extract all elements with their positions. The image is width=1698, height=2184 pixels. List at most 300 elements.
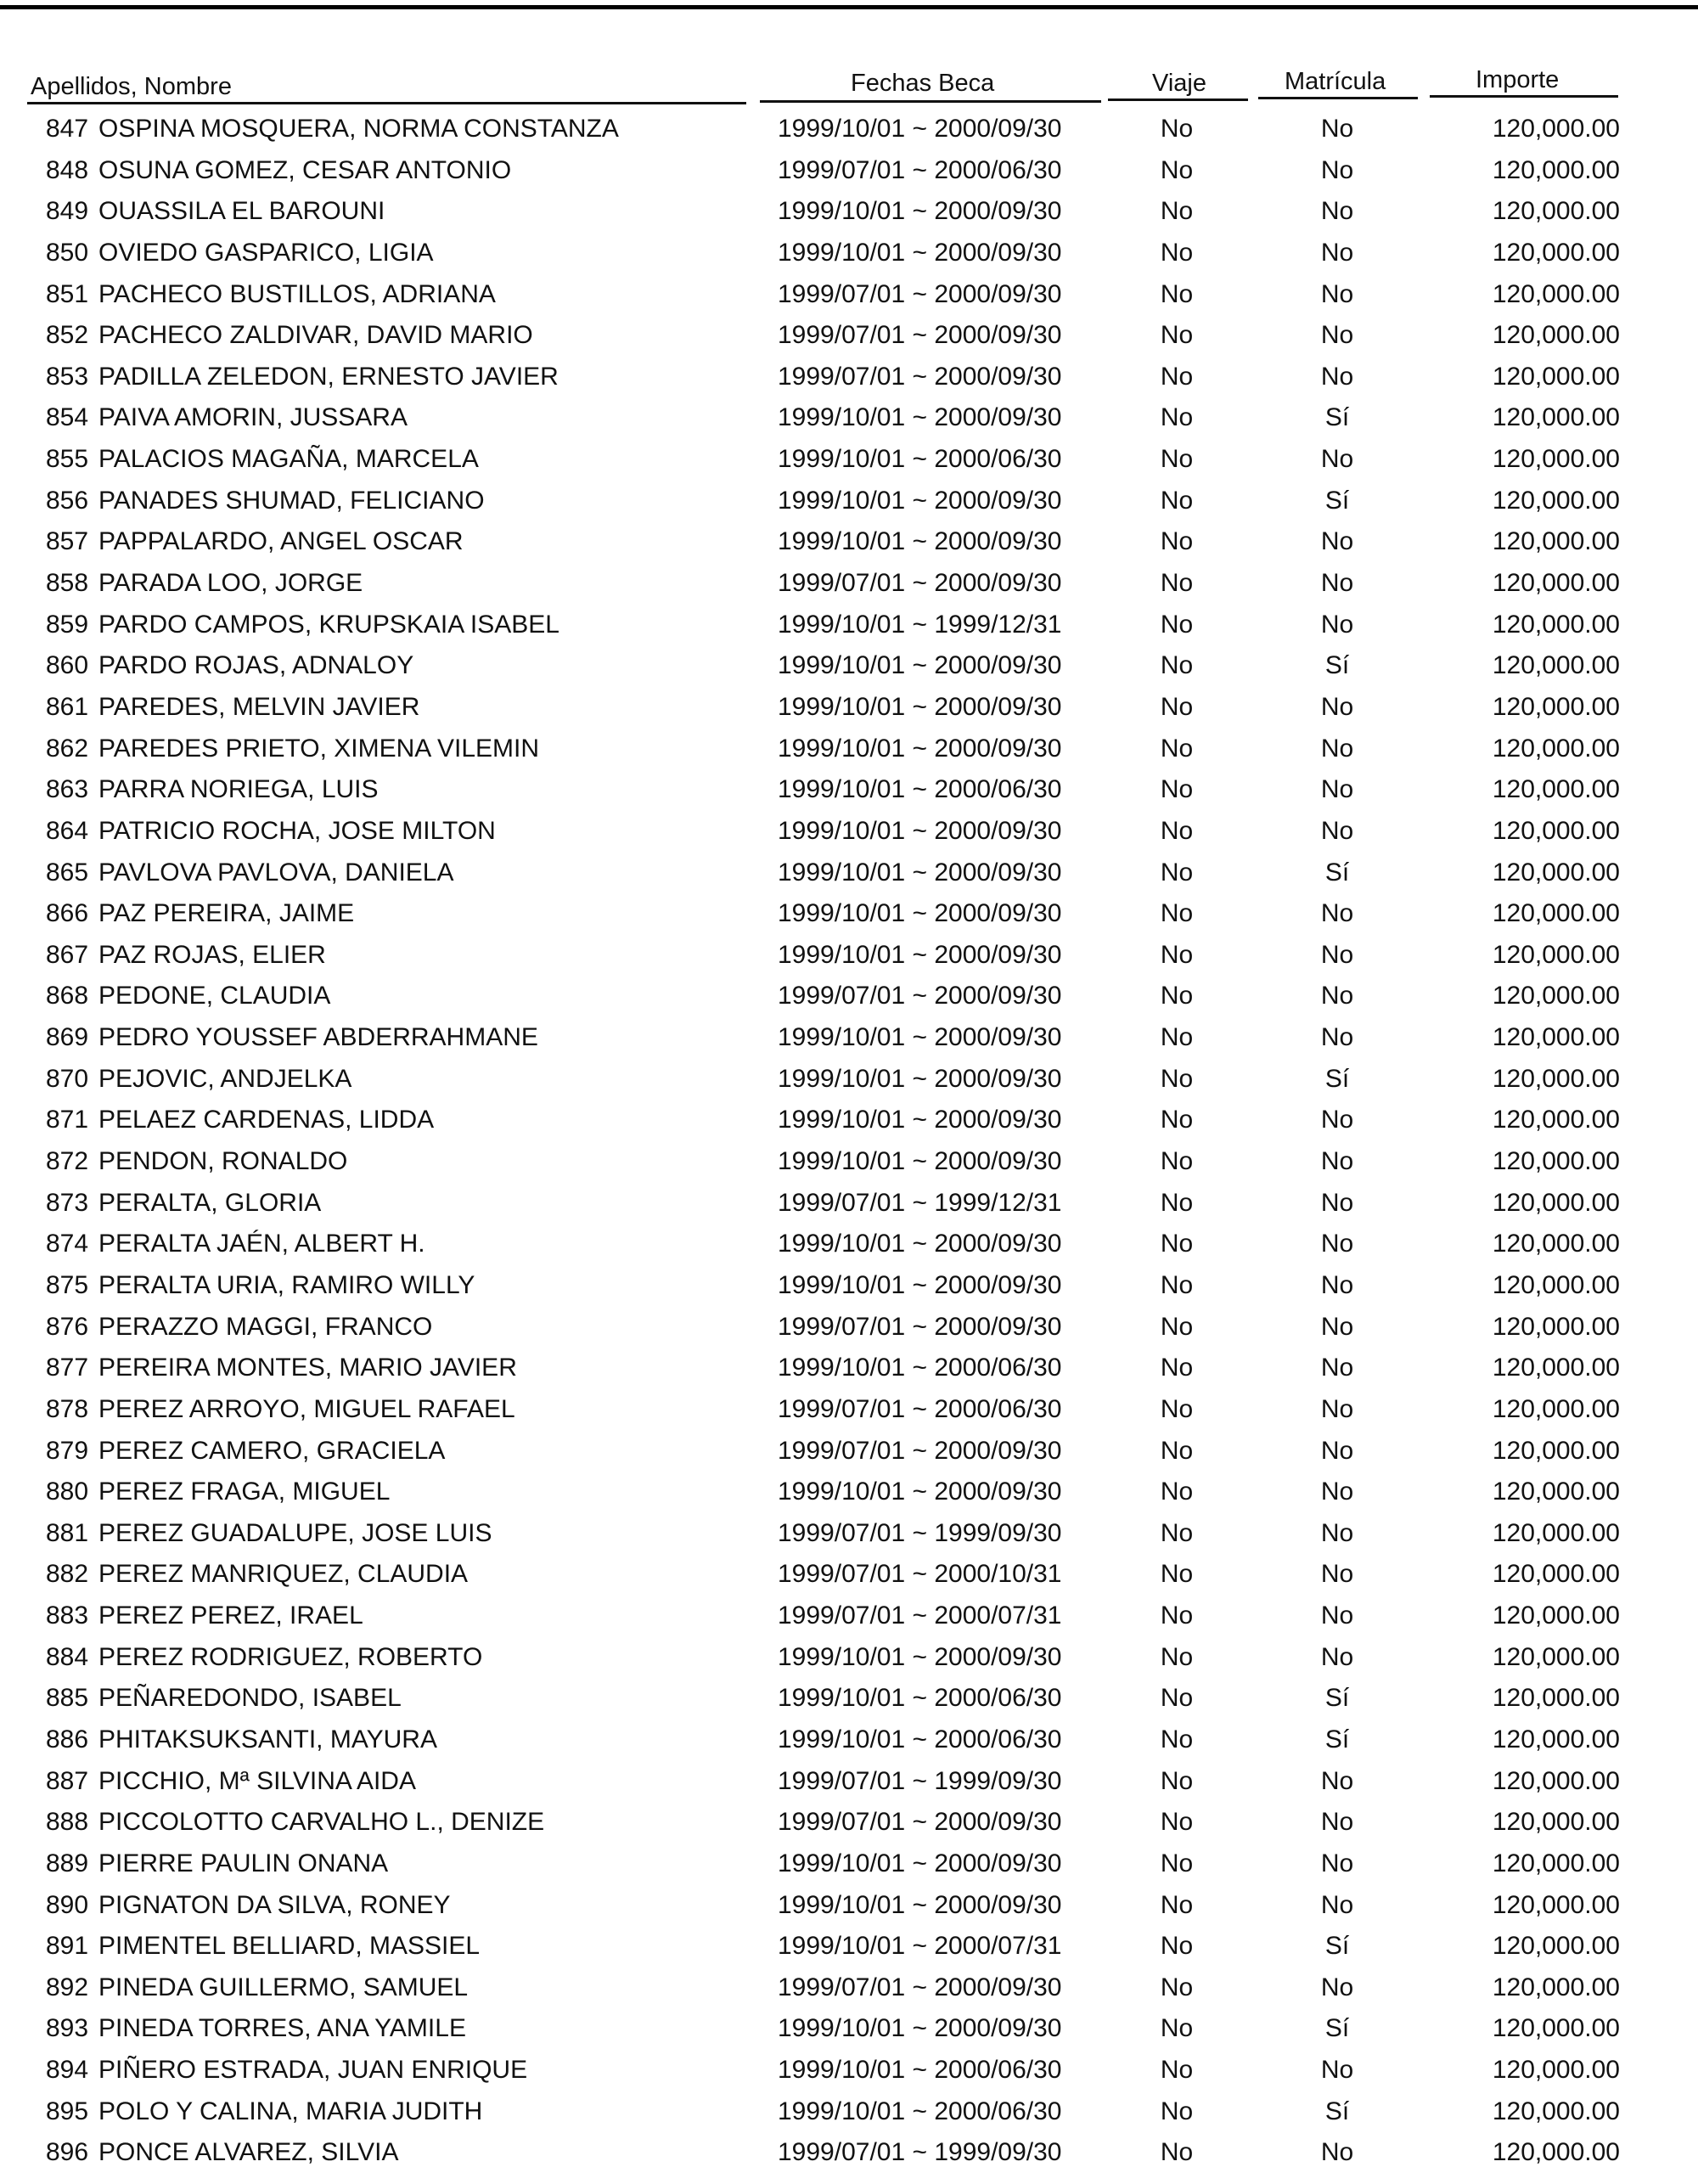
row-matricula: No [1320,692,1354,721]
row-number: 872 [46,1147,89,1176]
header-underline-importe [1430,95,1618,98]
row-importe: 120,000.00 [1492,527,1620,556]
row-number: 854 [46,403,89,432]
table-row [0,1265,1698,1307]
row-number: 866 [46,899,89,928]
row-dates: 1999/07/01 ~ 2000/09/30 [778,362,1062,391]
row-name: PEREZ MANRIQUEZ, CLAUDIA [98,1560,469,1589]
row-number: 890 [46,1890,89,1919]
header-underline-matricula [1258,97,1418,99]
header-matricula: Matrícula [1285,68,1386,95]
row-number: 860 [46,651,89,680]
row-name: PEDRO YOUSSEF ABDERRAHMANE [98,1023,538,1052]
row-importe: 120,000.00 [1492,858,1620,887]
row-dates: 1999/07/01 ~ 1999/09/30 [778,1518,1062,1547]
table-row [0,109,1698,150]
row-dates: 1999/10/01 ~ 2000/09/30 [778,1642,1062,1671]
table-row [0,274,1698,316]
row-matricula: Sí [1324,486,1350,515]
row-matricula: No [1320,610,1354,639]
table-row [0,1885,1698,1927]
row-matricula: No [1320,1808,1354,1837]
row-importe: 120,000.00 [1492,1354,1620,1382]
row-importe: 120,000.00 [1492,155,1620,184]
row-name: PAZ PEREIRA, JAIME [98,899,355,928]
row-importe: 120,000.00 [1492,940,1620,969]
row-name: PARDO CAMPOS, KRUPSKAIA ISABEL [98,610,559,639]
row-number: 869 [46,1023,89,1052]
table-row [0,1059,1698,1100]
row-matricula: No [1320,1394,1354,1423]
row-importe: 120,000.00 [1492,816,1620,845]
row-name: PAVLOVA PAVLOVA, DANIELA [98,858,454,887]
table-row [0,853,1698,894]
row-matricula: No [1320,1766,1354,1795]
row-importe: 120,000.00 [1492,1601,1620,1630]
row-dates: 1999/07/01 ~ 2000/09/30 [778,1973,1062,2001]
row-importe: 120,000.00 [1492,610,1620,639]
row-dates: 1999/10/01 ~ 2000/09/30 [778,692,1062,721]
row-importe: 120,000.00 [1492,2014,1620,2043]
row-number: 858 [46,569,89,598]
row-viaje: No [1160,197,1194,226]
row-viaje: No [1160,1106,1194,1134]
table-row [0,729,1698,770]
table-row [0,1720,1698,1761]
row-name: PEREZ PEREZ, IRAEL [98,1601,363,1630]
table-row [0,2008,1698,2050]
row-viaje: No [1160,1023,1194,1052]
row-name: PERAZZO MAGGI, FRANCO [98,1312,433,1341]
row-viaje: No [1160,445,1194,474]
row-matricula: Sí [1324,1725,1350,1753]
row-importe: 120,000.00 [1492,692,1620,721]
row-name: PIÑERO ESTRADA, JUAN ENRIQUE [98,2056,528,2085]
row-importe: 120,000.00 [1492,1642,1620,1671]
row-viaje: No [1160,734,1194,763]
row-dates: 1999/10/01 ~ 2000/09/30 [778,858,1062,887]
row-viaje: No [1160,940,1194,969]
row-matricula: No [1320,321,1354,350]
row-matricula: Sí [1324,1932,1350,1961]
row-matricula: No [1320,197,1354,226]
row-viaje: No [1160,1932,1194,1961]
row-importe: 120,000.00 [1492,982,1620,1010]
row-importe: 120,000.00 [1492,2138,1620,2167]
row-matricula: No [1320,734,1354,763]
row-name: OSPINA MOSQUERA, NORMA CONSTANZA [98,115,619,143]
table-row [0,976,1698,1017]
row-matricula: No [1320,1642,1354,1671]
scholarship-table [0,109,1698,2174]
row-dates: 1999/10/01 ~ 2000/09/30 [778,115,1062,143]
row-number: 852 [46,321,89,350]
row-matricula: No [1320,1230,1354,1258]
row-matricula: No [1320,527,1354,556]
row-name: PINEDA GUILLERMO, SAMUEL [98,1973,469,2001]
table-row [0,935,1698,977]
row-matricula: No [1320,1849,1354,1877]
row-importe: 120,000.00 [1492,569,1620,598]
row-viaje: No [1160,899,1194,928]
table-row [0,2132,1698,2174]
row-viaje: No [1160,527,1194,556]
table-row [0,563,1698,605]
row-importe: 120,000.00 [1492,321,1620,350]
row-number: 862 [46,734,89,763]
row-dates: 1999/10/01 ~ 2000/06/30 [778,445,1062,474]
table-row [0,1678,1698,1720]
row-dates: 1999/10/01 ~ 2000/09/30 [778,816,1062,845]
row-viaje: No [1160,2056,1194,2085]
row-viaje: No [1160,569,1194,598]
table-row [0,2050,1698,2091]
row-dates: 1999/07/01 ~ 2000/09/30 [778,1312,1062,1341]
row-name: PAREDES, MELVIN JAVIER [98,692,420,721]
row-name: PONCE ALVAREZ, SILVIA [98,2138,399,2167]
table-row [0,1967,1698,2009]
row-viaje: No [1160,1147,1194,1176]
row-name: PALACIOS MAGAÑA, MARCELA [98,445,479,474]
row-number: 889 [46,1849,89,1877]
row-dates: 1999/10/01 ~ 2000/06/30 [778,2056,1062,2085]
row-name: PEREZ FRAGA, MIGUEL [98,1478,391,1506]
row-matricula: Sí [1324,403,1350,432]
row-importe: 120,000.00 [1492,2097,1620,2125]
row-number: 861 [46,692,89,721]
row-dates: 1999/07/01 ~ 2000/06/30 [778,155,1062,184]
table-row [0,191,1698,233]
table-row [0,605,1698,646]
row-viaje: No [1160,1642,1194,1671]
row-number: 885 [46,1684,89,1713]
table-row [0,1596,1698,1637]
row-number: 888 [46,1808,89,1837]
row-number: 856 [46,486,89,515]
row-importe: 120,000.00 [1492,1106,1620,1134]
row-importe: 120,000.00 [1492,1890,1620,1919]
table-row [0,1389,1698,1431]
row-number: 894 [46,2056,89,2085]
row-dates: 1999/10/01 ~ 2000/06/30 [778,2097,1062,2125]
row-number: 865 [46,858,89,887]
row-viaje: No [1160,1354,1194,1382]
row-dates: 1999/10/01 ~ 2000/09/30 [778,486,1062,515]
header-importe: Importe [1476,66,1560,93]
row-dates: 1999/10/01 ~ 2000/09/30 [778,238,1062,267]
row-importe: 120,000.00 [1492,1064,1620,1093]
row-importe: 120,000.00 [1492,899,1620,928]
row-number: 847 [46,115,89,143]
header-underline-name [27,102,746,104]
row-number: 870 [46,1064,89,1093]
row-name: PATRICIO ROCHA, JOSE MILTON [98,816,496,845]
row-matricula: No [1320,445,1354,474]
row-viaje: No [1160,238,1194,267]
row-dates: 1999/07/01 ~ 2000/09/30 [778,982,1062,1010]
row-dates: 1999/10/01 ~ 2000/06/30 [778,775,1062,804]
row-number: 895 [46,2097,89,2125]
table-row [0,1183,1698,1224]
row-number: 883 [46,1601,89,1630]
row-number: 871 [46,1106,89,1134]
table-row [0,150,1698,192]
row-number: 864 [46,816,89,845]
row-importe: 120,000.00 [1492,1188,1620,1217]
row-name: PIGNATON DA SILVA, RONEY [98,1890,451,1919]
row-importe: 120,000.00 [1492,1394,1620,1423]
row-name: OUASSILA EL BAROUNI [98,197,385,226]
row-importe: 120,000.00 [1492,1478,1620,1506]
row-name: PADILLA ZELEDON, ERNESTO JAVIER [98,362,559,391]
top-rule [0,5,1698,9]
row-number: 892 [46,1973,89,2001]
row-importe: 120,000.00 [1492,486,1620,515]
row-name: PENDON, RONALDO [98,1147,348,1176]
row-matricula: No [1320,569,1354,598]
row-viaje: No [1160,155,1194,184]
row-importe: 120,000.00 [1492,1684,1620,1713]
row-matricula: No [1320,115,1354,143]
table-row [0,1307,1698,1348]
row-viaje: No [1160,279,1194,308]
row-importe: 120,000.00 [1492,1808,1620,1837]
row-dates: 1999/10/01 ~ 2000/09/30 [778,197,1062,226]
row-number: 855 [46,445,89,474]
row-dates: 1999/10/01 ~ 2000/09/30 [778,1106,1062,1134]
row-matricula: No [1320,816,1354,845]
row-dates: 1999/10/01 ~ 2000/09/30 [778,1023,1062,1052]
row-name: PEÑAREDONDO, ISABEL [98,1684,402,1713]
row-importe: 120,000.00 [1492,651,1620,680]
row-number: 893 [46,2014,89,2043]
row-importe: 120,000.00 [1492,1230,1620,1258]
row-importe: 120,000.00 [1492,115,1620,143]
row-importe: 120,000.00 [1492,445,1620,474]
row-viaje: No [1160,1973,1194,2001]
row-number: 874 [46,1230,89,1258]
row-name: PARRA NORIEGA, LUIS [98,775,379,804]
row-dates: 1999/07/01 ~ 2000/09/30 [778,279,1062,308]
row-name: PAPPALARDO, ANGEL OSCAR [98,527,464,556]
row-viaje: No [1160,1312,1194,1341]
row-viaje: No [1160,816,1194,845]
header-viaje: Viaje [1152,70,1206,97]
row-number: 884 [46,1642,89,1671]
row-matricula: No [1320,155,1354,184]
row-dates: 1999/10/01 ~ 2000/09/30 [778,1230,1062,1258]
row-dates: 1999/07/01 ~ 2000/07/31 [778,1601,1062,1630]
table-row [0,1802,1698,1843]
row-dates: 1999/10/01 ~ 2000/09/30 [778,527,1062,556]
row-dates: 1999/10/01 ~ 2000/06/30 [778,1684,1062,1713]
row-number: 863 [46,775,89,804]
table-row [0,811,1698,853]
row-number: 859 [46,610,89,639]
row-dates: 1999/10/01 ~ 2000/09/30 [778,1147,1062,1176]
table-row [0,645,1698,687]
row-name: PERALTA, GLORIA [98,1188,322,1217]
row-matricula: Sí [1324,1684,1350,1713]
row-viaje: No [1160,1808,1194,1837]
row-dates: 1999/10/01 ~ 2000/09/30 [778,1270,1062,1299]
row-matricula: No [1320,1312,1354,1341]
row-importe: 120,000.00 [1492,734,1620,763]
row-number: 868 [46,982,89,1010]
row-viaje: No [1160,2138,1194,2167]
table-row [0,481,1698,522]
table-header [0,66,1698,104]
row-viaje: No [1160,403,1194,432]
row-viaje: No [1160,2097,1194,2125]
row-number: 875 [46,1270,89,1299]
row-importe: 120,000.00 [1492,1312,1620,1341]
row-matricula: No [1320,1436,1354,1465]
table-row [0,357,1698,398]
header-underline-dates [760,100,1101,103]
row-matricula: No [1320,362,1354,391]
row-importe: 120,000.00 [1492,403,1620,432]
row-dates: 1999/10/01 ~ 2000/09/30 [778,899,1062,928]
row-number: 853 [46,362,89,391]
row-dates: 1999/10/01 ~ 2000/09/30 [778,2014,1062,2043]
row-name: PIMENTEL BELLIARD, MASSIEL [98,1932,481,1961]
row-importe: 120,000.00 [1492,1023,1620,1052]
row-number: 876 [46,1312,89,1341]
row-dates: 1999/10/01 ~ 2000/09/30 [778,734,1062,763]
row-matricula: Sí [1324,651,1350,680]
row-matricula: Sí [1324,858,1350,887]
row-dates: 1999/07/01 ~ 2000/09/30 [778,569,1062,598]
row-matricula: No [1320,2056,1354,2085]
table-row [0,2091,1698,2133]
row-viaje: No [1160,486,1194,515]
row-viaje: No [1160,1890,1194,1919]
table-row [0,687,1698,729]
row-matricula: Sí [1324,2097,1350,2125]
row-viaje: No [1160,982,1194,1010]
row-number: 878 [46,1394,89,1423]
row-dates: 1999/07/01 ~ 2000/06/30 [778,1394,1062,1423]
row-name: PEREZ ARROYO, MIGUEL RAFAEL [98,1394,515,1423]
row-viaje: No [1160,775,1194,804]
row-name: OVIEDO GASPARICO, LIGIA [98,238,434,267]
table-row [0,439,1698,481]
row-number: 877 [46,1354,89,1382]
row-importe: 120,000.00 [1492,1436,1620,1465]
row-importe: 120,000.00 [1492,362,1620,391]
row-dates: 1999/10/01 ~ 2000/09/30 [778,403,1062,432]
row-number: 882 [46,1560,89,1589]
row-dates: 1999/10/01 ~ 2000/06/30 [778,1354,1062,1382]
row-importe: 120,000.00 [1492,238,1620,267]
row-viaje: No [1160,1230,1194,1258]
row-dates: 1999/10/01 ~ 2000/09/30 [778,1890,1062,1919]
row-matricula: Sí [1324,1064,1350,1093]
row-name: PICCHIO, Mª SILVINA AIDA [98,1766,416,1795]
row-number: 881 [46,1518,89,1547]
row-name: PACHECO BUSTILLOS, ADRIANA [98,279,496,308]
row-number: 880 [46,1478,89,1506]
row-name: PACHECO ZALDIVAR, DAVID MARIO [98,321,533,350]
row-importe: 120,000.00 [1492,1560,1620,1589]
row-viaje: No [1160,115,1194,143]
row-name: PEJOVIC, ANDJELKA [98,1064,352,1093]
row-dates: 1999/10/01 ~ 1999/12/31 [778,610,1062,639]
table-row [0,1100,1698,1141]
table-row [0,1017,1698,1059]
row-importe: 120,000.00 [1492,1725,1620,1753]
row-dates: 1999/10/01 ~ 2000/09/30 [778,940,1062,969]
row-viaje: No [1160,2014,1194,2043]
table-row [0,521,1698,563]
row-importe: 120,000.00 [1492,775,1620,804]
row-name: PEDONE, CLAUDIA [98,982,331,1010]
row-matricula: No [1320,238,1354,267]
row-matricula: No [1320,1518,1354,1547]
row-number: 848 [46,155,89,184]
table-row [0,233,1698,274]
row-matricula: No [1320,279,1354,308]
row-dates: 1999/10/01 ~ 2000/09/30 [778,1064,1062,1093]
row-viaje: No [1160,362,1194,391]
row-number: 886 [46,1725,89,1753]
row-dates: 1999/07/01 ~ 1999/09/30 [778,2138,1062,2167]
row-name: OSUNA GOMEZ, CESAR ANTONIO [98,155,512,184]
row-dates: 1999/07/01 ~ 2000/09/30 [778,1808,1062,1837]
row-dates: 1999/10/01 ~ 2000/09/30 [778,1849,1062,1877]
row-dates: 1999/07/01 ~ 1999/09/30 [778,1766,1062,1795]
row-matricula: No [1320,982,1354,1010]
table-row [0,1554,1698,1596]
row-number: 851 [46,279,89,308]
table-row [0,893,1698,935]
row-dates: 1999/10/01 ~ 2000/09/30 [778,651,1062,680]
row-importe: 120,000.00 [1492,1270,1620,1299]
row-importe: 120,000.00 [1492,1973,1620,2001]
table-row [0,1843,1698,1885]
row-matricula: No [1320,2138,1354,2167]
header-name: Apellidos, Nombre [31,73,232,100]
row-viaje: No [1160,1684,1194,1713]
row-name: PAREDES PRIETO, XIMENA VILEMIN [98,734,540,763]
row-importe: 120,000.00 [1492,2056,1620,2085]
row-dates: 1999/10/01 ~ 2000/06/30 [778,1725,1062,1753]
row-number: 887 [46,1766,89,1795]
row-matricula: No [1320,1188,1354,1217]
row-matricula: No [1320,1147,1354,1176]
row-matricula: No [1320,1354,1354,1382]
row-dates: 1999/07/01 ~ 2000/09/30 [778,1436,1062,1465]
row-number: 873 [46,1188,89,1217]
row-importe: 120,000.00 [1492,197,1620,226]
row-matricula: No [1320,1023,1354,1052]
row-viaje: No [1160,321,1194,350]
row-dates: 1999/07/01 ~ 2000/10/31 [778,1560,1062,1589]
row-viaje: No [1160,651,1194,680]
row-viaje: No [1160,1601,1194,1630]
row-number: 849 [46,197,89,226]
row-name: PAZ ROJAS, ELIER [98,940,326,969]
row-matricula: No [1320,1478,1354,1506]
row-viaje: No [1160,1518,1194,1547]
row-name: PARADA LOO, JORGE [98,569,363,598]
row-viaje: No [1160,1725,1194,1753]
header-underline-viaje [1108,99,1248,101]
table-row [0,769,1698,811]
header-dates: Fechas Beca [851,70,995,97]
table-row [0,1431,1698,1472]
